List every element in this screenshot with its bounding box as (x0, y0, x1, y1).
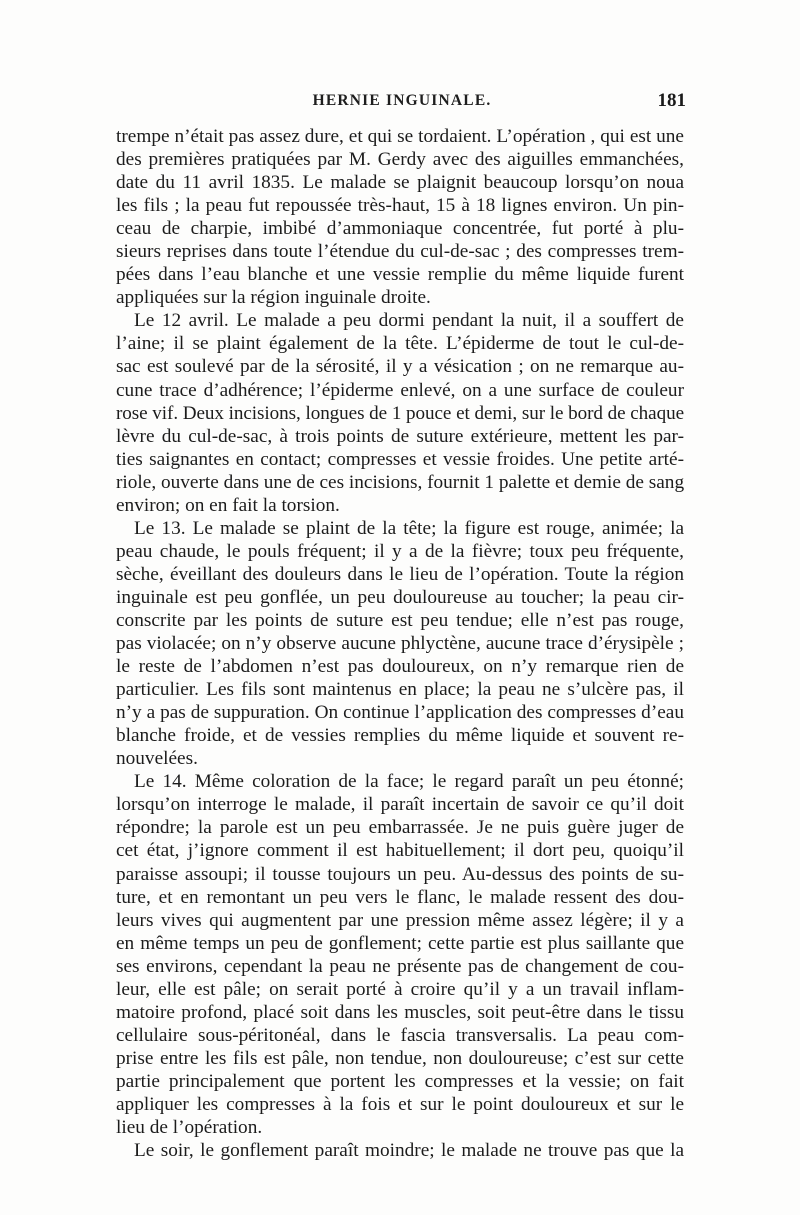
text-line: inguinale est peu gonflée, un peu douloureuse au toucher; la peau cir- (116, 586, 684, 608)
text-line: des premières pratiquées par M. Gerdy avec des aiguilles emmanchées, (116, 149, 684, 171)
text-line: partie principalement que portent les compresses et la vessie; on fait (116, 1070, 684, 1092)
text-line: pas violacée; on n’y observe aucune phlyctène, aucune trace d’érysipèle ; (116, 633, 684, 655)
text-line: prise entre les fils est pâle, non tendue, non douloureuse; c’est sur cette (116, 1047, 684, 1069)
text-line: nouvelées. (116, 748, 198, 770)
text-line: appliquées sur la région inguinale droite. (116, 287, 431, 309)
text-line: cune trace d’adhérence; l’épiderme enlevé, on a une surface de couleur (116, 379, 684, 401)
text-line: paraisse assoupi; il tousse toujours un peu. Au-dessus des points de su- (116, 863, 684, 885)
text-line: Le soir, le gonflement paraît moindre; le malade ne trouve pas que la (134, 1140, 684, 1162)
text-line: cellulaire sous-péritonéal, dans le fascia transversalis. La peau com- (116, 1024, 684, 1046)
text-line: leur, elle est pâle; on serait porté à croire qu’il y a un travail inflam- (116, 978, 684, 1000)
text-line: peau chaude, le pouls fréquent; il y a de la fièvre; toux peu fréquente, (116, 540, 684, 562)
text-line: lorsqu’on interroge le malade, il paraît incertain de savoir ce qu’il doit (116, 794, 684, 816)
text-line: ses environs, cependant la peau ne présente pas de changement de cou- (116, 955, 684, 977)
text-line: en même temps un peu de gonflement; cette partie est plus saillante que (116, 932, 684, 954)
text-line: ture, et en remontant un peu vers le flanc, le malade ressent des dou- (116, 886, 684, 908)
text-line: ceau de charpie, imbibé d’ammoniaque concentrée, fut porté à plu- (116, 218, 684, 240)
text-line: l’aine; il se plaint également de la tête. L’épiderme de tout le cul-de- (116, 333, 684, 355)
text-line: trempe n’était pas assez dure, et qui se tordaient. L’opération , qui est une (116, 126, 684, 147)
text-line: ties saignantes en contact; compresses et vessie froides. Une petite arté- (116, 448, 684, 470)
text-line: appliquer les compresses à la fois et sur le point douloureux et sur le (116, 1093, 684, 1115)
text-line: environ; on en fait la torsion. (116, 494, 340, 516)
page-number: 181 (657, 90, 686, 111)
text-line: les fils ; la peau fut repoussée très-haut, 15 à 18 lignes environ. Un pin- (116, 195, 684, 217)
text-line: Le 14. Même coloration de la face; le regard paraît un peu étonné; (134, 771, 684, 793)
text-line: pées dans l’eau blanche et une vessie remplie du même liquide furent (116, 264, 684, 286)
text-line: blanche froide, et de vessies remplies du même liquide et souvent re- (116, 725, 684, 747)
text-line: date du 11 avril 1835. Le malade se plaignit beaucoup lorsqu’on noua (116, 172, 684, 194)
text-line: le reste de l’abdomen n’est pas douloureux, on n’y remarque rien de (116, 656, 684, 678)
body-text (116, 125, 684, 1162)
text-line: lèvre du cul-de-sac, à trois points de suture extérieure, mettent les par- (116, 425, 684, 447)
text-line: leurs vives qui augmentent par une pression même assez légère; il y a (116, 909, 684, 931)
text-line: riole, ouverte dans une de ces incisions, fournit 1 palette et demie de sang (116, 471, 684, 493)
text-line: lieu de l’opération. (116, 1117, 263, 1139)
page-header (118, 92, 686, 122)
text-line: Le 12 avril. Le malade a peu dormi pendant la nuit, il a souffert de (134, 310, 684, 332)
text-line: répondre; la parole est un peu embarrassée. Je ne puis guère juger de (116, 817, 684, 839)
text-line: conscrite par les points de suture est peu tendue; elle n’est pas rouge, (116, 609, 684, 631)
text-line: matoire profond, placé soit dans les muscles, soit peut-être dans le tissu (116, 1001, 684, 1023)
text-line: sac est soulevé par de la sérosité, il y a vésication ; on ne remarque au- (116, 356, 684, 378)
text-line: rose vif. Deux incisions, longues de 1 pouce et demi, sur le bord de chaque (116, 402, 684, 424)
text-line: particulier. Les fils sont maintenus en place; la peau ne s’ulcère pas, il (116, 679, 684, 701)
text-line: sèche, éveillant des douleurs dans le lieu de l’opération. Toute la région (116, 563, 684, 585)
text-line: Le 13. Le malade se plaint de la tête; la figure est rouge, animée; la (134, 517, 684, 539)
text-line: sieurs reprises dans toute l’étendue du cul-de-sac ; des compresses trem- (116, 241, 684, 263)
text-line: cet état, j’ignore comment il est habituellement; il dort peu, quoiqu’il (116, 840, 684, 862)
running-title: HERNIE INGUINALE. (312, 92, 492, 109)
text-line: n’y a pas de suppuration. On continue l’application des compresses d’eau (116, 702, 684, 724)
